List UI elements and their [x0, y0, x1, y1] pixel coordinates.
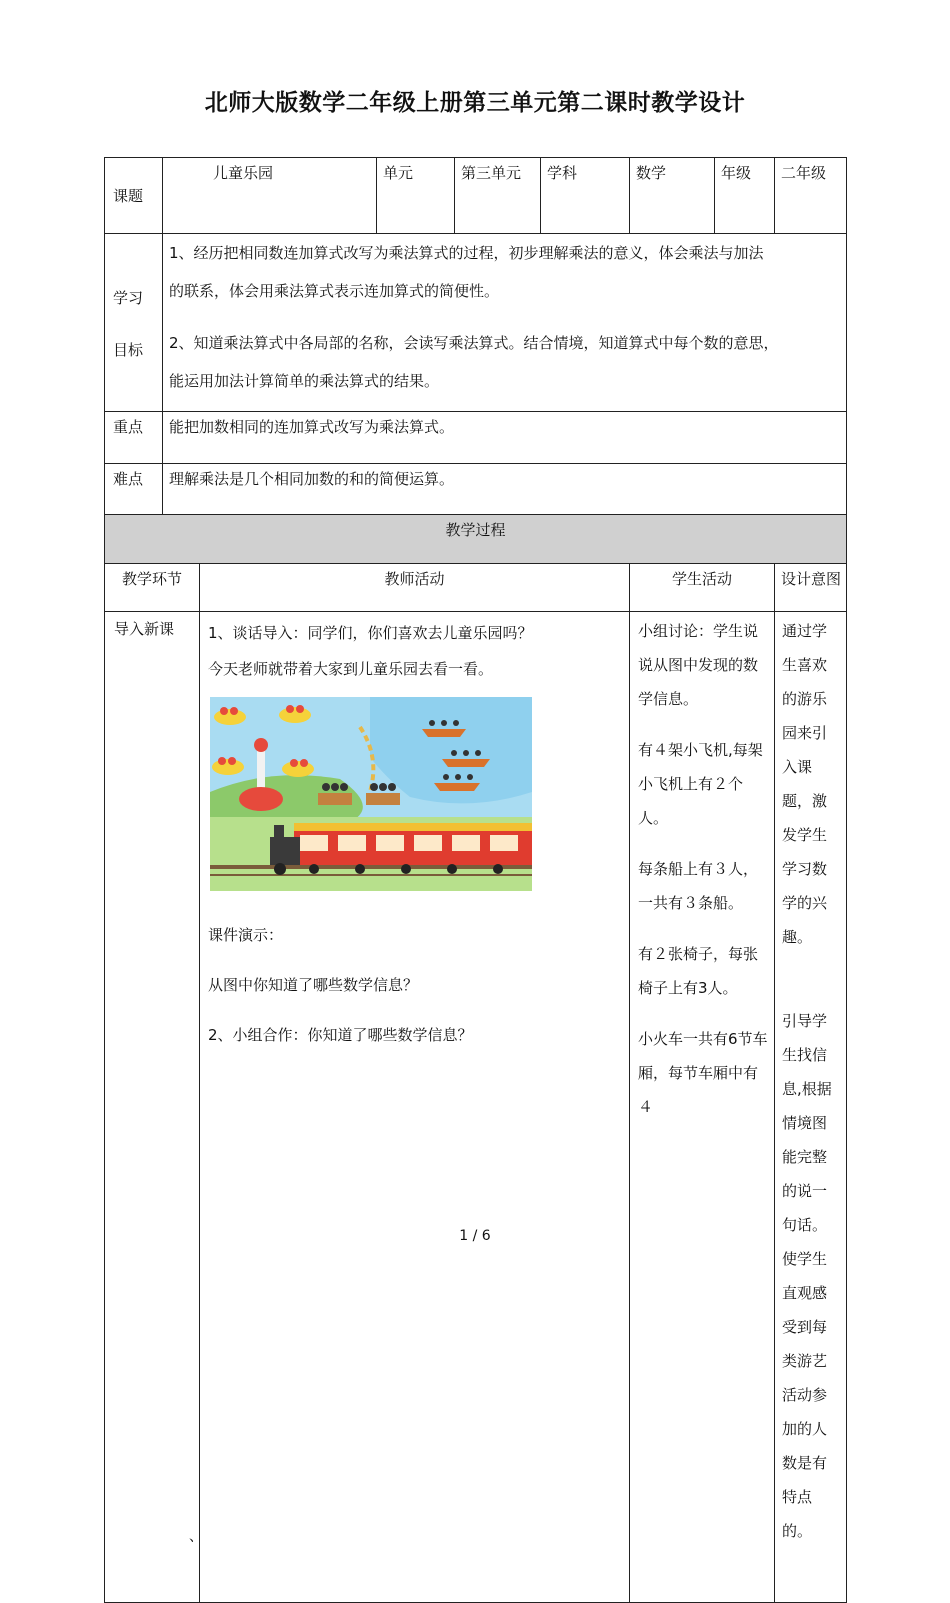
process-heading-row	[105, 515, 847, 564]
grade-value: 二年级	[775, 158, 847, 234]
student-cell	[630, 612, 775, 1603]
goals-label-line1: 学习	[113, 288, 144, 307]
header-row	[105, 158, 847, 234]
page-number: 1 / 6	[459, 1228, 491, 1244]
subject-value: 数学	[630, 158, 715, 234]
topic-value: 儿童乐园	[163, 158, 377, 234]
question-line: 从图中你知道了哪些数学信息？	[208, 976, 419, 994]
intent-item: 通过学生喜欢的游乐园来引入课题，激发学生学习数学的兴趣。	[782, 622, 828, 946]
key-point-label: 重点	[105, 412, 163, 464]
lesson-plan-table	[104, 157, 847, 1603]
grade-label: 年级	[715, 158, 775, 234]
goals-label-line2: 目标	[113, 340, 144, 359]
process-heading: 教学过程	[105, 515, 847, 564]
column-teacher: 教师活动	[200, 564, 630, 612]
goal-line: 能运用加法计算简单的乘法算式的结果。	[169, 372, 440, 390]
teacher-cell	[200, 612, 630, 1603]
difficulty-label: 难点	[105, 464, 163, 515]
process-columns-row	[105, 564, 847, 612]
courseware-line: 课件演示：	[208, 926, 284, 944]
intent-cell	[775, 612, 847, 1603]
teacher-line: 1、谈话导入：同学们，你们喜欢去儿童乐园吗？	[208, 624, 533, 642]
stage-name: 导入新课	[114, 620, 175, 638]
document-title: 北师大版数学二年级上册第三单元第二课时教学设计	[204, 90, 746, 116]
teacher-line: 今天老师就带着大家到儿童乐园去看一看。	[208, 660, 494, 678]
topic-label: 课题	[105, 158, 163, 234]
difficulty-text: 理解乘法是几个相同加数的和的简便运算。	[163, 464, 847, 515]
column-student: 学生活动	[630, 564, 775, 612]
goals-label	[105, 234, 163, 412]
column-stage: 教学环节	[105, 564, 200, 612]
stage-mark: 、	[189, 1528, 203, 1545]
intent-item: 引导学生找信息,根据情境图能完整的说一句话。使学生直观感受到每类游艺活动参加的人数是有特点的。	[782, 1012, 832, 1540]
goals-row	[105, 234, 847, 412]
goal-line: 的联系，体会用乘法算式表示连加算式的简便性。	[169, 282, 500, 300]
goal-line: 2、知道乘法算式中各局部的名称，会读写乘法算式。结合情境，知道算式中每个数的意思，	[169, 334, 779, 352]
park-scene-svg	[210, 697, 532, 891]
unit-value: 第三单元	[455, 158, 541, 234]
key-point-row	[105, 412, 847, 464]
amusement-park-illustration	[210, 697, 532, 891]
student-item: 有４架小飞机,每架小飞机上有２个人。	[638, 741, 763, 827]
intro-row	[105, 612, 847, 1603]
student-item: 小火车一共有6节车厢，每节车厢中有４	[638, 1030, 768, 1116]
student-item: 每条船上有３人，一共有３条船。	[638, 860, 759, 912]
unit-label: 单元	[377, 158, 455, 234]
student-item: 小组讨论：学生说说从图中发现的数学信息。	[638, 622, 759, 708]
column-intent: 设计意图	[775, 564, 847, 612]
stage-cell	[105, 612, 203, 1603]
student-item: 有２张椅子，每张椅子上有3人。	[638, 945, 759, 997]
group-line: 2、小组合作：你知道了哪些数学信息？	[208, 1026, 473, 1044]
goal-line: 1、经历把相同数连加算式改写为乘法算式的过程，初步理解乘法的意义，体会乘法与加法	[169, 244, 764, 262]
goals-text	[163, 234, 847, 412]
subject-label: 学科	[541, 158, 630, 234]
key-point-text: 能把加数相同的连加算式改写为乘法算式。	[163, 412, 847, 464]
difficulty-row	[105, 464, 847, 515]
